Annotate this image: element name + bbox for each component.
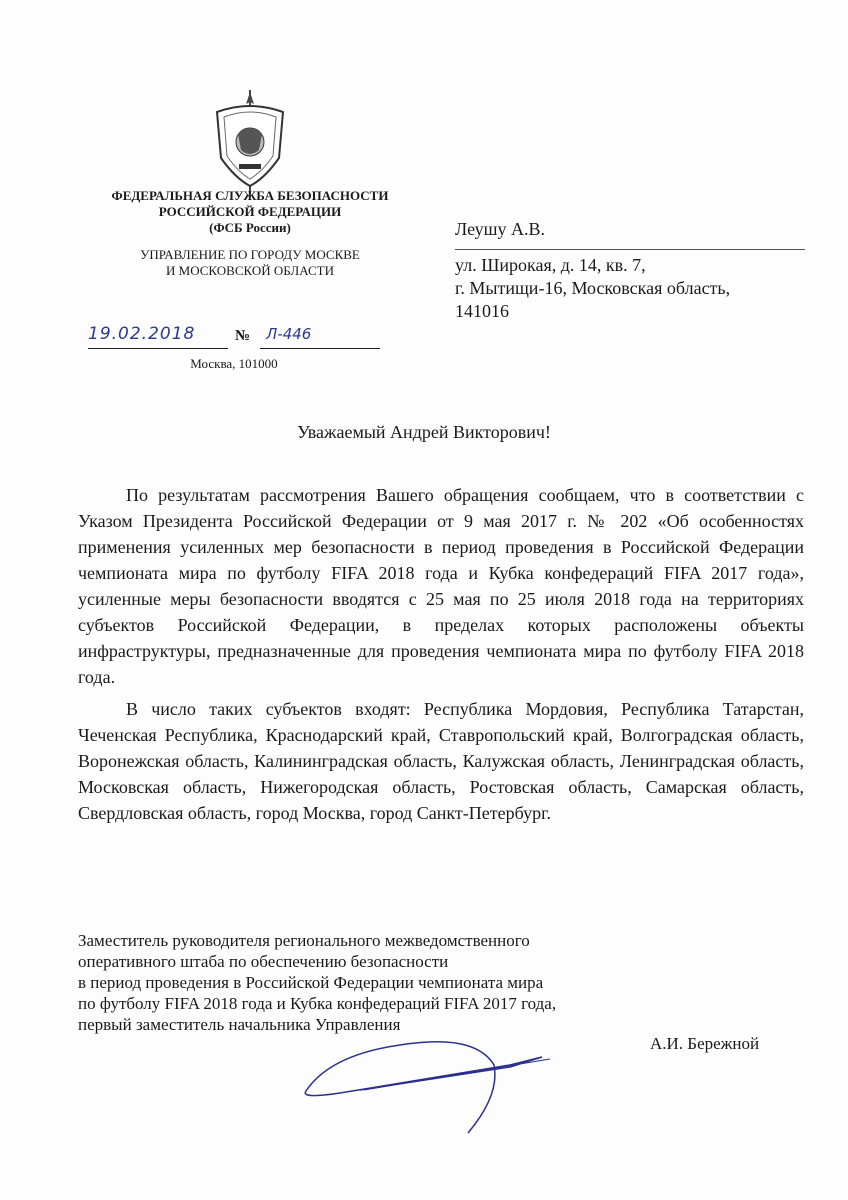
letter-body <box>78 482 804 832</box>
org-name-line2: РОССИЙСКОЙ ФЕДЕРАЦИИ <box>158 204 342 219</box>
signatory-line: первый заместитель начальника Управления <box>78 1015 401 1034</box>
department-name <box>70 247 430 279</box>
department-line2: И МОСКОВСКОЙ ОБЛАСТИ <box>166 263 334 278</box>
signatory-line: по футболу FIFA 2018 года и Кубка конфедераций FIFA 2017 года, <box>78 994 557 1013</box>
number-value: Л-446 <box>266 325 312 343</box>
signatory-line: Заместитель руководителя регионального межведомственного <box>78 931 530 950</box>
recipient-name: Леушу А.В. <box>455 218 805 250</box>
signatory-title <box>78 930 678 1035</box>
recipient-postcode: 141016 <box>455 301 509 321</box>
recipient-address-line1: ул. Широкая, д. 14, кв. 7, <box>455 255 646 275</box>
document-dateline <box>88 326 380 350</box>
date-value: 19.02.2018 <box>88 324 196 344</box>
city-postcode: Москва, 101000 <box>190 356 278 371</box>
number-sign: № <box>235 328 251 344</box>
body-paragraph: По результатам рассмотрения Вашего обращения сообщаем, что в соответствии с Указом Президента Российской Федерации от 9 мая 2017 г. № 202 «Об особенностях применения усиленных мер безопасности в период проведения в Российской Федерации чемпионата мира по футболу FIFA 2018 года и Кубка конфедераций FIFA 2017 года», усиленные меры безопасности вводятся с 25 мая по 25 июля 2018 года на территориях субъектов Российской Федерации, в пределах которых расположены объекты инфраструктуры, предназначенные для проведения чемпионата мира по футболу FIFA 2018 года. <box>78 485 804 687</box>
recipient-address-line2: г. Мытищи-16, Московская область, <box>455 278 731 298</box>
signatory-line: оперативного штаба по обеспечению безопасности <box>78 952 449 971</box>
org-name-line1: ФЕДЕРАЛЬНАЯ СЛУЖБА БЕЗОПАСНОСТИ <box>111 188 389 203</box>
date-field <box>88 326 228 349</box>
recipient-block <box>455 218 805 323</box>
handwritten-signature-icon <box>300 1035 640 1135</box>
org-name-short: (ФСБ России) <box>209 220 291 235</box>
organization-header <box>70 188 430 279</box>
fsb-emblem-icon <box>205 90 295 195</box>
salutation: Уважаемый Андрей Викторович! <box>297 422 551 442</box>
signatory-name: А.И. Бережной <box>650 1034 760 1053</box>
number-field <box>260 326 380 349</box>
signatory-line: в период проведения в Российской Федерации чемпионата мира <box>78 973 544 992</box>
body-paragraph: В число таких субъектов входят: Республика Мордовия, Республика Татарстан, Чеченская Республика, Краснодарский край, Ставропольский край, Волгоградская область, Воронежская область, Калининградская область, Калужская область, Ленинградская область, Московская область, Нижегородская область, Ростовская область, Самарская область, Свердловская область, город Москва, город Санкт-Петербург. <box>78 699 804 823</box>
department-line1: УПРАВЛЕНИЕ ПО ГОРОДУ МОСКВЕ <box>140 247 360 262</box>
